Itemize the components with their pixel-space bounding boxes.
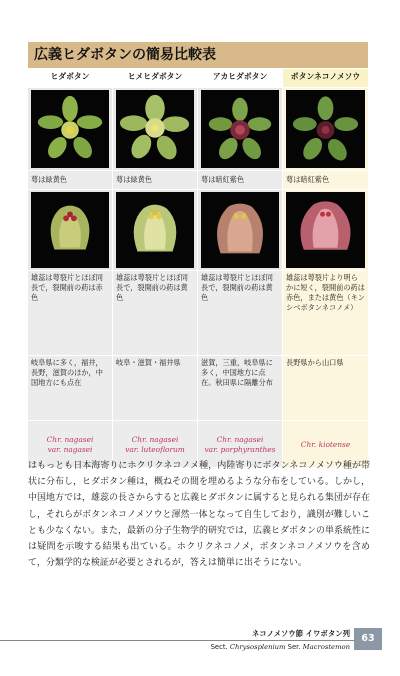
distribution: 岐阜・滋賀・福井県: [113, 356, 197, 420]
flower-side-photo: [113, 190, 197, 270]
calyx-color: 萼は暗紅紫色: [198, 171, 282, 189]
flower-top-photo: [198, 88, 282, 170]
flower-top-photo: [28, 88, 112, 170]
flower-side-photo: [283, 190, 368, 270]
scientific-name: Chr. kiotense: [283, 421, 368, 467]
column-header: ヒダボタン: [28, 69, 112, 87]
stamen-description: 雄蕊は萼裂片とほぼ同長で，裂開前の葯は黄色: [113, 271, 197, 355]
flower-side-photo: [198, 190, 282, 270]
stamen-description: 雄蕊は萼裂片とほぼ同長で，裂開前の葯は黄色: [198, 271, 282, 355]
comparison-table: [28, 69, 368, 467]
flower-top-photo: [283, 88, 368, 170]
page-number: 63: [354, 628, 382, 650]
distribution: 長野県から山口県: [283, 356, 368, 420]
scientific-name: Chr. nagasei var. porphyranthes: [198, 421, 282, 467]
calyx-color: 萼は緑黄色: [28, 171, 112, 189]
column-header: アカヒダボタン: [198, 69, 282, 87]
distribution: 岐阜県に多く，福井，長野，滋賀のほか，中国地方にも点在: [28, 356, 112, 420]
column-header: ボタンネコノメソウ: [283, 69, 368, 87]
calyx-color: 萼は緑黄色: [113, 171, 197, 189]
scientific-name: Chr. nagasei var. nagasei: [28, 421, 112, 467]
scientific-name: Chr. nagasei var. luteoflorum: [113, 421, 197, 467]
distribution: 滋賀，三重，岐阜県に多く，中国地方に点在。秋田県に隔離分布: [198, 356, 282, 420]
page-title: 広義ヒダボタンの簡易比較表: [28, 42, 368, 68]
flower-top-photo: [113, 88, 197, 170]
body-paragraph: はもっとも日本海寄りにホクリクネコノメ種，内陸寄りにボタンネコノメソウ種が帯状に分布し，ヒダボタン種は，概ねその間を埋めるような分布をしている。しかし，中国地方では，雄蕊の長さからすると広義ヒダボタンに属すると見られる集団が存在し，それらがボタンネコノメソウと渾然一体となって自生しており，識別が難しいことも少なくない。また，最新の分子生物学的研究では，広義ヒダボタンの単系統性には疑問を示唆する結果も出ている。ホクリクネコノメ，ボタンネコノメソウを含めて，分類学的な検証が必要とされるが，答えは簡単に出そうにない。: [28, 461, 371, 569]
stamen-description: 雄蕊は萼裂片より明らかに短く，裂開前の葯は赤色，または黄色（キンシベボタンネコノメ）: [283, 271, 368, 355]
stamen-description: 雄蕊は萼裂片とほぼ同長で，裂開前の葯は赤色: [28, 271, 112, 355]
section-title-jp: ネコノメソウ節 イワボタン列: [251, 629, 350, 638]
calyx-color: 萼は暗紅紫色: [283, 171, 368, 189]
column-header: ヒメヒダボタン: [113, 69, 197, 87]
section-title-latin: Sect. Chrysosplenium Ser. Macrostemon: [210, 643, 350, 651]
footer-divider: [0, 640, 356, 641]
flower-side-photo: [28, 190, 112, 270]
